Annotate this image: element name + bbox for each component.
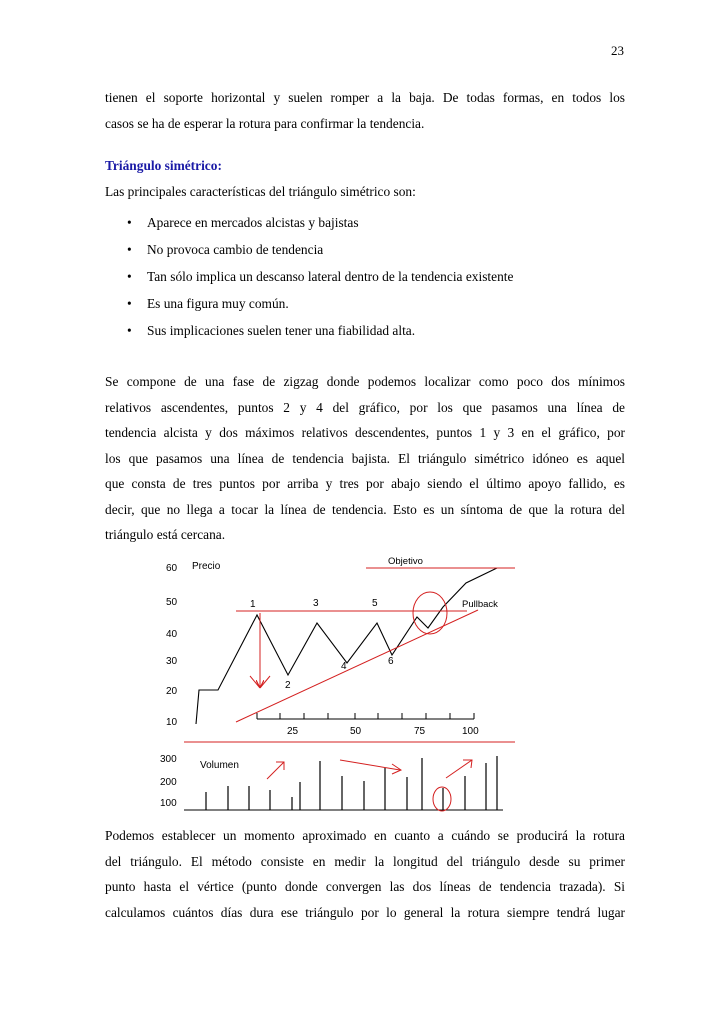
section-heading: Triángulo simétrico: xyxy=(105,158,222,173)
price-axis-label: Precio xyxy=(192,561,221,572)
point-label: 2 xyxy=(285,680,291,691)
lead-text: Las principales características del triángulo simétrico son: xyxy=(105,184,416,199)
list-item: • No provoca cambio de tendencia xyxy=(105,236,625,263)
bullet-icon: • xyxy=(127,323,132,338)
volume-arrow-up xyxy=(267,762,284,779)
text-line: tienen el soporte horizontal y suelen romper a la baja. De todas formas, en todos los xyxy=(105,90,625,105)
price-tick: 40 xyxy=(166,629,178,640)
text-line: calculamos cuántos días dura ese triángulo por lo general la rotura siempre tendrá lugar xyxy=(105,904,625,920)
volume-tick: 300 xyxy=(160,754,177,765)
price-tick: 50 xyxy=(166,597,178,608)
text-line: punto hasta el vértice (punto donde convergen las dos líneas de tendencia trazada). Si xyxy=(105,879,625,894)
text-line: casos se ha de esperar la rotura para confirmar la tendencia. xyxy=(105,115,425,131)
measure-arrow-head-right xyxy=(260,676,270,688)
breakout-circle xyxy=(413,592,447,634)
point-label: 3 xyxy=(313,598,319,609)
text-line: los que pasamos una línea de tendencia bajista. El triángulo simétrico idóneo es aquel xyxy=(105,450,625,466)
text-line: relativos ascendentes, puntos 2 y 4 del gráfico, por los que pasamos una línea de xyxy=(105,399,625,415)
pullback-label: Pullback xyxy=(462,599,498,610)
text-line: decir, que no llega a tocar la línea de tendencia. Esto es un síntoma de que la rotura del xyxy=(105,501,625,517)
support-line xyxy=(236,610,478,722)
price-line xyxy=(196,568,497,724)
volume-circle xyxy=(433,787,451,811)
point-label: 6 xyxy=(388,656,394,667)
volume-tick: 100 xyxy=(160,798,177,809)
measure-arrow-head-left xyxy=(250,676,260,688)
objective-label: Objetivo xyxy=(388,556,423,567)
text-line: que consta de tres puntos por arriba y tres por abajo siendo el último apoyo fallido, es xyxy=(105,476,625,491)
x-tick-label: 50 xyxy=(350,726,362,737)
point-label: 5 xyxy=(372,598,378,609)
list-item: • Es una figura muy común. xyxy=(105,290,625,317)
price-tick: 20 xyxy=(166,686,178,697)
volume-arrow-flat xyxy=(340,760,400,770)
bottom-paragraph xyxy=(105,823,625,925)
list-item: • Sus implicaciones suelen tener una fiabilidad alta. xyxy=(105,317,625,344)
volume-tick: 200 xyxy=(160,777,177,788)
volume-axis-label: Volumen xyxy=(200,760,239,771)
bullet-icon: • xyxy=(127,242,132,257)
price-tick: 30 xyxy=(166,656,178,667)
x-tick-label: 25 xyxy=(287,726,299,737)
point-label: 1 xyxy=(250,599,256,610)
x-tick-label: 75 xyxy=(414,726,426,737)
list-item: • Aparece en mercados alcistas y bajistas xyxy=(105,209,625,236)
volume-bars xyxy=(206,756,497,810)
text-line: triángulo está cercana. xyxy=(105,527,226,542)
bullet-icon: • xyxy=(127,296,132,311)
x-tick-label: 100 xyxy=(462,726,479,737)
list-item: • Tan sólo implica un descanso lateral dentro de la tendencia existente xyxy=(105,263,625,290)
point-label: 4 xyxy=(341,661,347,672)
bullet-icon: • xyxy=(127,269,132,284)
page-number: 23 xyxy=(611,43,624,58)
x-axis-ticks xyxy=(257,713,474,719)
text-line: Se compone de una fase de zigzag donde podemos localizar como poco dos mínimos xyxy=(105,374,625,389)
price-tick: 60 xyxy=(166,563,178,574)
bullet-icon: • xyxy=(127,215,132,230)
price-tick: 10 xyxy=(166,717,178,728)
text-line: del triángulo. El método consiste en medir la longitud del triángulo desde su primer xyxy=(105,853,625,869)
volume-arrow-rise xyxy=(446,760,472,778)
text-line: Podemos establecer un momento aproximado en cuanto a cuándo se producirá la rotura xyxy=(105,828,625,843)
text-line: tendencia alcista y dos máximos relativos descendentes, puntos 1 y 3 en el gráfico, por xyxy=(105,425,625,440)
